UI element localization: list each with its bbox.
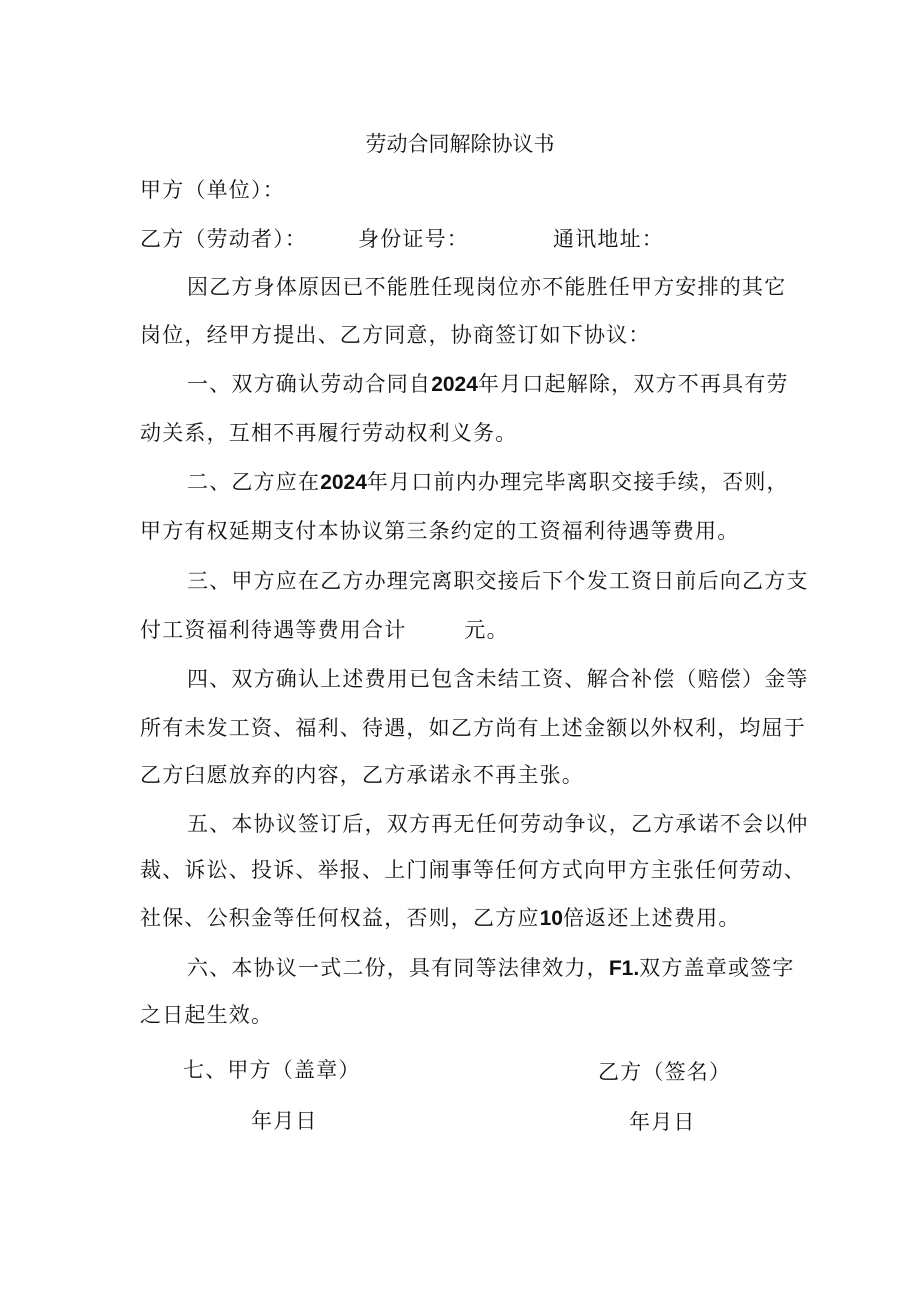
clause-5-line-3	[140, 903, 785, 934]
clause-2-line-1	[187, 467, 789, 498]
clause-2-text-a: 二、乙方应在	[187, 470, 321, 494]
clause-4-line-1: 四、双方确认上述费用已包含未结工资、解合补偿（赔偿）金等	[187, 667, 809, 691]
party-b-sign-label: 乙方（签名）	[598, 1060, 732, 1084]
party-b-id-label: 身份证号：	[358, 227, 469, 251]
clause-5-text-a: 社保、公积金等任何权益，否则，乙方应	[140, 906, 540, 930]
party-b-date: 年月日	[629, 1110, 696, 1134]
clause-6-text-b: 双方盖章或签字	[639, 956, 795, 980]
clause-2-line-2: 甲方有权延期支付本协议第三条约定的工资福利待遇等费用。	[140, 519, 740, 543]
clause-5-multiple: 10	[539, 907, 563, 930]
clause-1-year: 2024	[431, 373, 478, 396]
clause-4-line-3: 乙方臼愿放弃的内容，乙方承诺永不再主张。	[140, 763, 584, 787]
clause-6-marker: F1.	[608, 957, 640, 980]
clause-5-line-1: 五、本协议签订后，双方再无任何劳动争议，乙方承诺不会以仲	[187, 812, 809, 836]
clause-5-text-b: 倍返还上述费用。	[562, 906, 741, 930]
clause-1-line-2: 动关系，互相不再履行劳动权利义务。	[140, 421, 518, 445]
clause-4-line-2: 所有未发工资、福利、待遇，如乙方尚有上述金额以外权利，均屈于	[140, 716, 806, 740]
intro-line-1: 因乙方身体原因已不能胜任现岗位亦不能胜任甲方安排的其它	[187, 275, 787, 299]
clause-3-text-a: 付工资福利待遇等费用合计	[140, 618, 407, 642]
party-b-label: 乙方（劳动者）：	[140, 227, 308, 251]
party-a-seal-label: 七、甲方（盖章）	[183, 1058, 361, 1082]
party-a-date: 年月日	[251, 1109, 318, 1133]
intro-line-2: 岗位，经甲方提出、乙方同意，协商签订如下协议：	[140, 323, 651, 347]
clause-1-text-b: 年月口起解除，双方不再具有劳	[477, 372, 789, 396]
clause-6-text-a: 六、本协议一式二份，具有同等法律效力，	[187, 956, 609, 980]
clause-2-text-b: 年月口前内办理完毕离职交接手续，否则，	[366, 470, 789, 494]
clause-3-text-b: 元。	[464, 618, 509, 642]
clause-3-line-1: 三、甲方应在乙方办理完离职交接后下个发工资日前后向乙方支	[187, 569, 809, 593]
clause-6-line-2: 之日起生效。	[140, 1003, 274, 1027]
clause-3-line-2	[140, 615, 785, 645]
party-b-address-label: 通讯地址：	[553, 227, 664, 251]
clause-1-text-a: 一、双方确认劳动合同自	[187, 372, 432, 396]
clause-1-line-1	[187, 369, 789, 400]
clause-2-year: 2024	[320, 471, 367, 494]
document-title: 劳动合同解除协议书	[365, 132, 555, 156]
party-a-line: 甲方（单位）：	[140, 178, 285, 202]
clause-6-line-1	[187, 953, 795, 984]
clause-5-line-2: 裁、诉讼、投诉、举报、上门闹事等任何方式向甲方主张任何劳动、	[140, 858, 806, 882]
